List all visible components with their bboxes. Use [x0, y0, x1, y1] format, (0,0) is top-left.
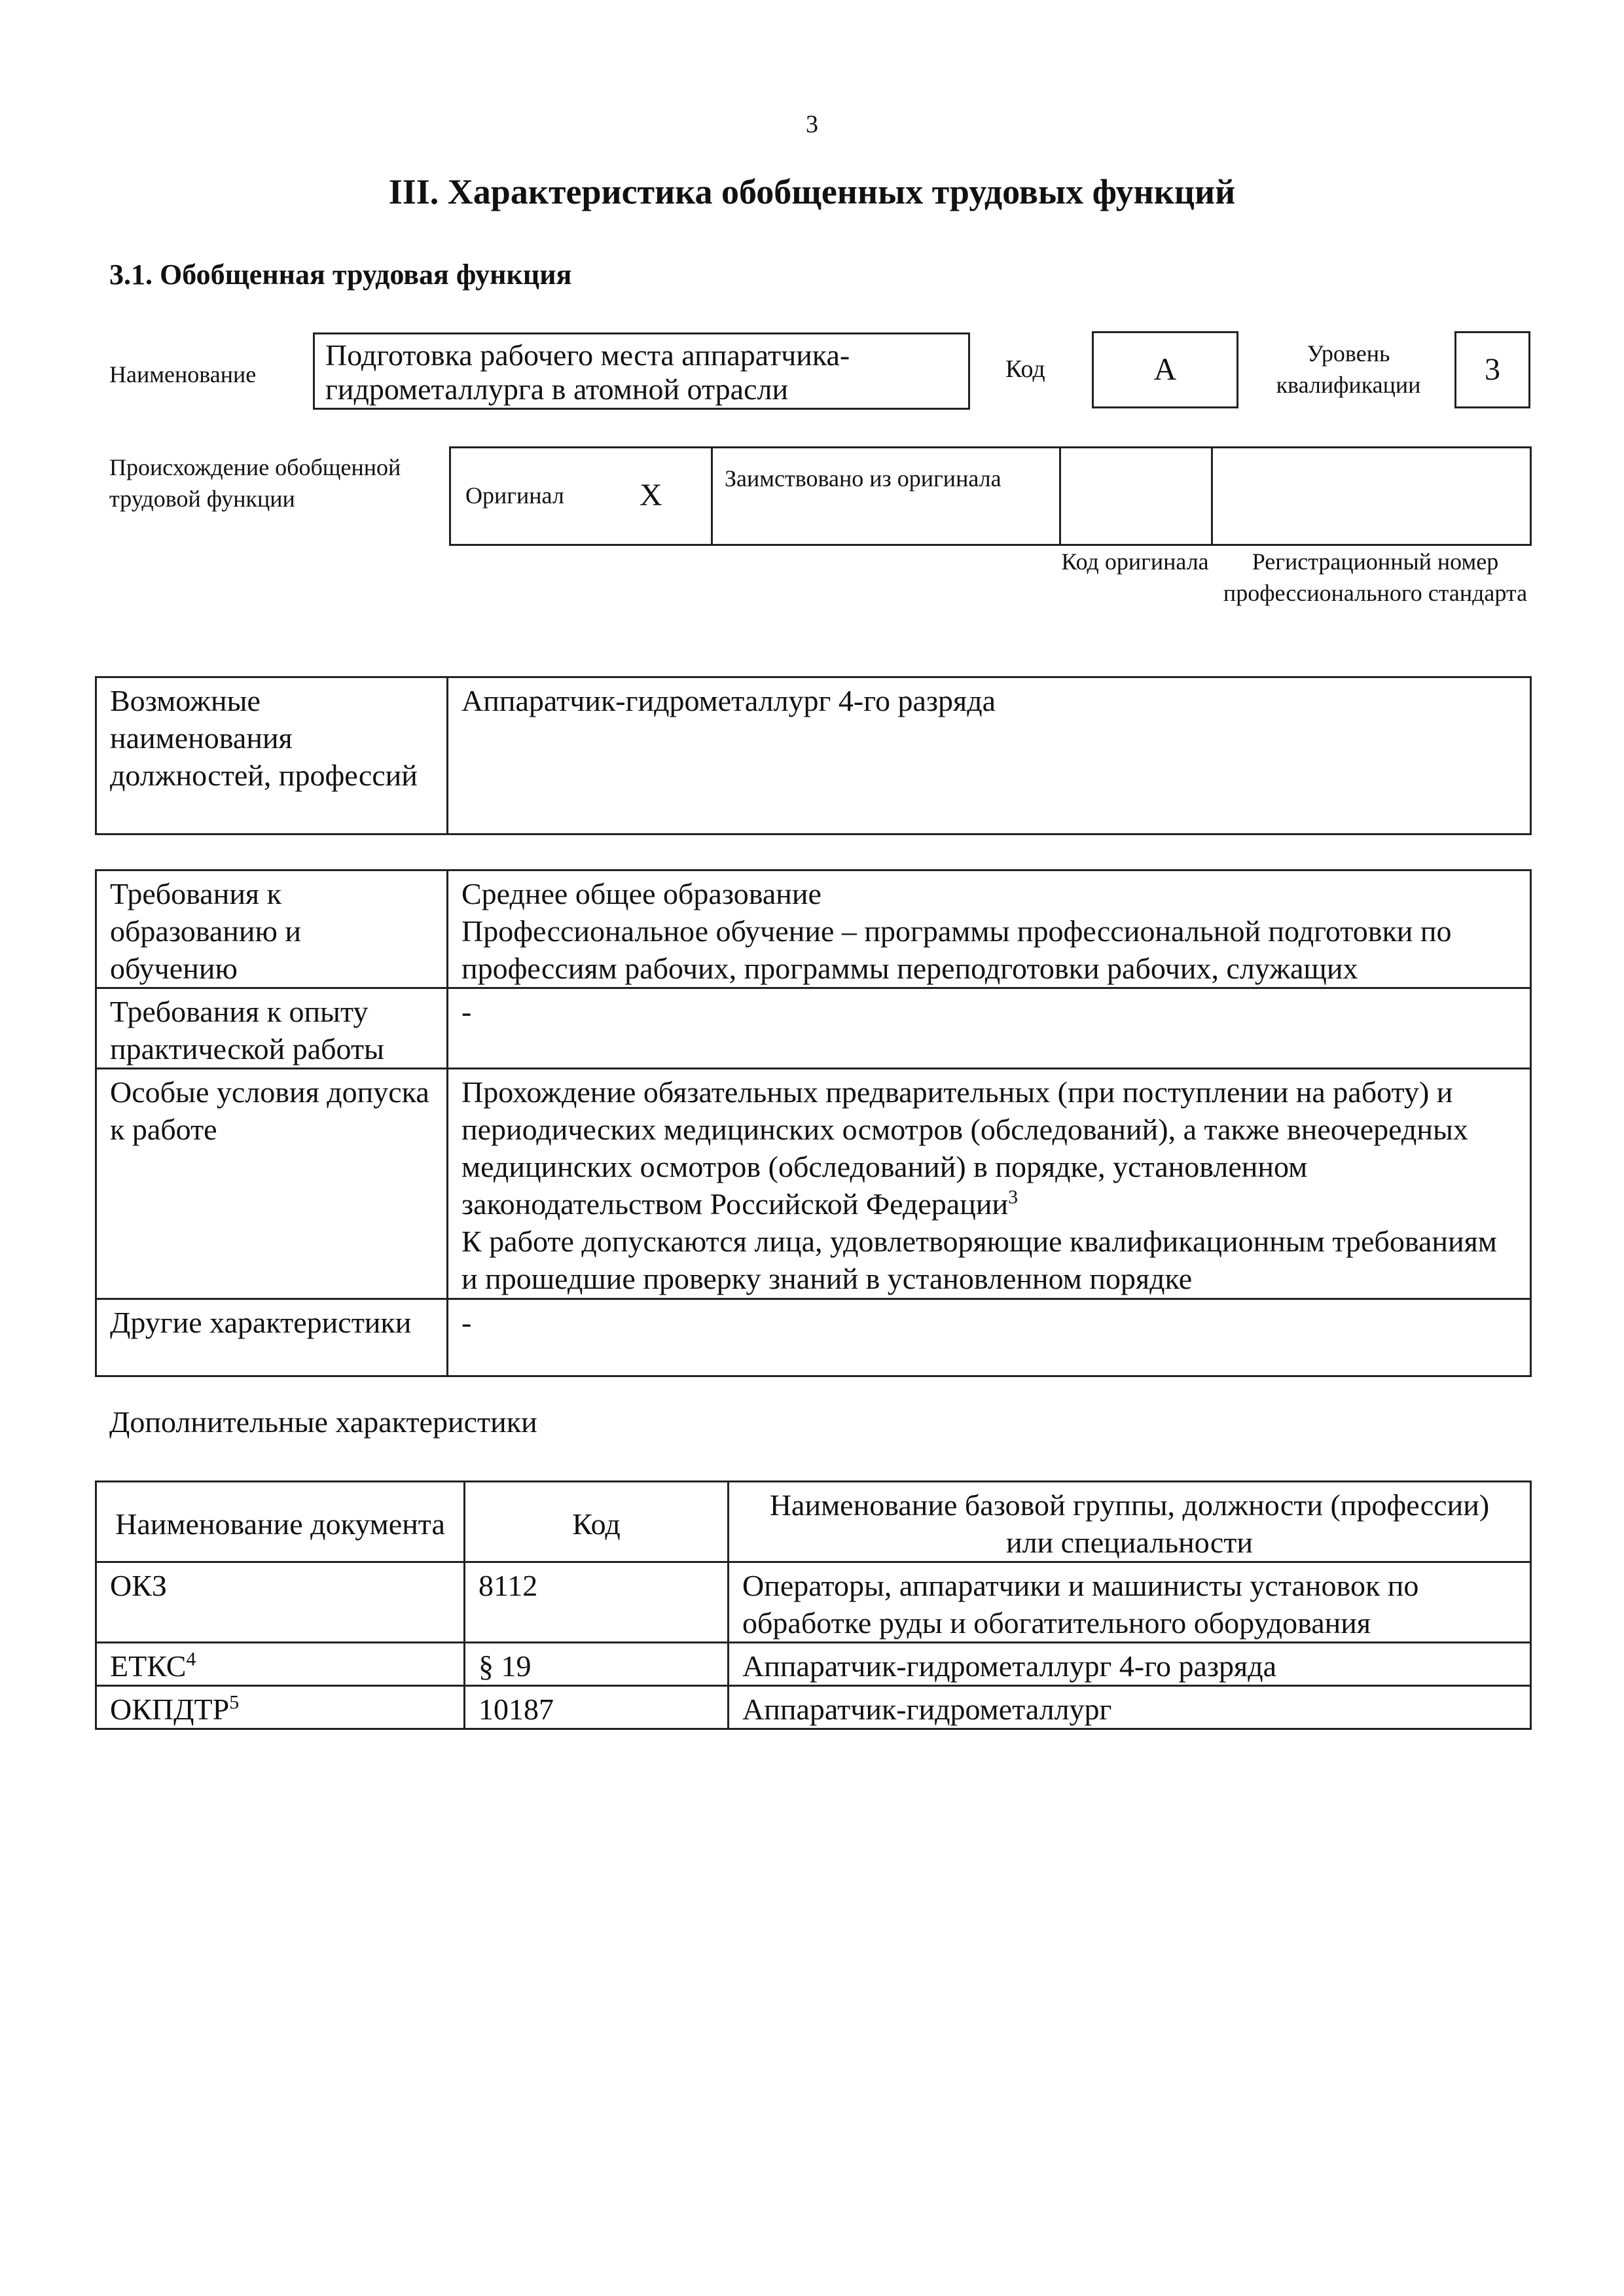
professions-table	[95, 676, 1532, 835]
original-mark: Х	[640, 478, 662, 512]
additional-table	[95, 1480, 1532, 1730]
table-row	[96, 1069, 1531, 1299]
origin-reg-cell	[1213, 448, 1530, 544]
table-header-row	[96, 1482, 1531, 1562]
name-value: Подготовка рабочего места аппаратчика-гидрометаллурга в атомной отрасли	[325, 338, 850, 406]
req-line	[461, 1073, 1517, 1223]
doc-text: ОКПДТР	[110, 1693, 230, 1726]
doc-cell	[96, 1643, 465, 1686]
origin-label: Происхождение обобщенной трудовой функции	[109, 454, 401, 512]
footnote-ref: 3	[1008, 1186, 1019, 1208]
original-label: Оригинал	[465, 482, 564, 509]
page-number: 3	[806, 111, 818, 138]
origin-row	[449, 446, 1532, 546]
group-name-cell: Аппаратчик-гидрометаллург	[729, 1686, 1531, 1729]
origin-borrowed-cell	[713, 448, 1061, 544]
req-label: Особые условия допуска к работе	[96, 1069, 448, 1299]
group-name-cell: Операторы, аппаратчики и машинисты установок по обработке руды и обогатительного оборудования	[729, 1562, 1531, 1643]
level-label: Уровень квалификации	[1276, 340, 1421, 398]
req-value	[448, 870, 1531, 988]
req-value	[448, 1069, 1531, 1299]
table-row	[96, 870, 1531, 988]
group-name-cell: Аппаратчик-гидрометаллург 4-го разряда	[729, 1643, 1531, 1686]
table-row	[96, 988, 1531, 1069]
code-caption: Код оригинала	[1061, 548, 1209, 575]
additional-title: Дополнительные характеристики	[109, 1405, 537, 1439]
req-line: К работе допускаются лица, удовлетворяющие квалификационным требованиям и прошедшие проверку знаний в установленном порядке	[461, 1225, 1497, 1295]
column-header: Наименование базовой группы, должности (профессии) или специальности	[729, 1482, 1531, 1562]
table-row	[96, 1562, 1531, 1643]
professions-value: Аппаратчик-гидрометаллург 4-го разряда	[448, 677, 1531, 834]
origin-original-cell	[451, 448, 713, 544]
table-row	[96, 1299, 1531, 1376]
req-line: Профессиональное обучение – программы профессиональной подготовки по профессиям рабочих, программы переподготовки рабочих, служащих	[461, 914, 1452, 985]
req-line: Среднее общее образование	[461, 877, 821, 910]
origin-code-cell	[1061, 448, 1213, 544]
reg-caption: Регистрационный номер профессионального стандарта	[1223, 548, 1528, 606]
req-label: Требования к опыту практической работы	[96, 988, 448, 1069]
section-title: III. Характеристика обобщенных трудовых функций	[388, 172, 1236, 211]
code-cell: 10187	[465, 1686, 729, 1729]
footnote-ref: 4	[186, 1648, 196, 1670]
req-value: -	[448, 988, 1531, 1069]
subsection-title: 3.1. Обобщенная трудовая функция	[109, 259, 572, 291]
table-row	[96, 1643, 1531, 1686]
code-cell: § 19	[465, 1643, 729, 1686]
req-line-text: Прохождение обязательных предварительных (при поступлении на работу) и периодических медицинских осмотров (обследований), а также внеочередных медицинских осмотров (обследований) в порядке, установленном законодательством Российской Федерации	[461, 1075, 1468, 1221]
doc-cell: ОКЗ	[96, 1562, 465, 1643]
req-label: Требования к образованию и обучению	[96, 870, 448, 988]
code-value: А	[1092, 331, 1238, 408]
req-value: -	[448, 1299, 1531, 1376]
borrowed-label: Заимствовано из оригинала	[725, 465, 1001, 492]
code-label: Код	[1005, 355, 1045, 383]
doc-text: ЕТКС	[110, 1649, 187, 1683]
requirements-table	[95, 869, 1532, 1377]
level-value: 3	[1454, 331, 1530, 408]
column-header: Наименование документа	[96, 1482, 465, 1562]
footnote-ref: 5	[229, 1691, 240, 1713]
doc-cell	[96, 1686, 465, 1729]
professions-label: Возможные наименования должностей, профессий	[96, 677, 448, 834]
name-label: Наименование	[109, 361, 257, 387]
req-label: Другие характеристики	[96, 1299, 448, 1376]
name-value-box	[313, 332, 970, 410]
column-header: Код	[465, 1482, 729, 1562]
table-row	[96, 1686, 1531, 1729]
code-cell: 8112	[465, 1562, 729, 1643]
